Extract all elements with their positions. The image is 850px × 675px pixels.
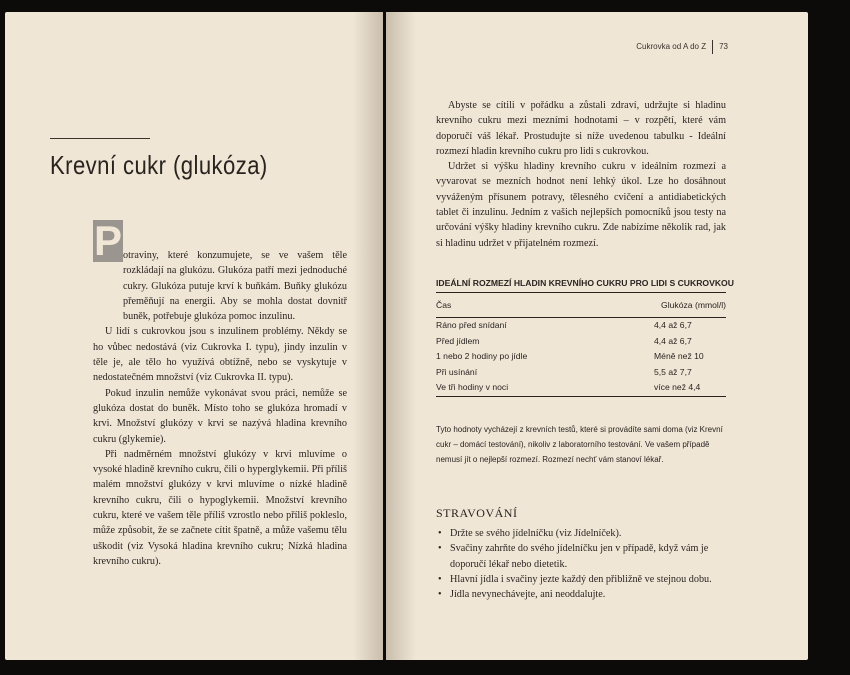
list-item: • Jídla nevynechávejte, ani neoddalujte. [436,587,736,602]
paragraph: otraviny, které konzumujete, se ve vašem těle rozkládají na glukózu. Glukóza patří mezi jednoduché cukry. Glukóza putuje krví k buňkám. Buňky glukózu přeměňují na energii. Aby se mohla dostat dovnitř buněk, potřebuje glukóza pomoc inzulinu. [123,250,347,323]
glucose-range-table [436,292,726,397]
list-item: • Hlavní jídla i svačiny jezte každý den přibližně ve stejnou dobu. [436,572,736,587]
table-cell: Méně než 10 [654,351,704,361]
running-header [636,40,728,54]
table-cell: Při usínání [436,366,478,377]
section-heading: STRAVOVÁNÍ [436,506,518,520]
running-title: Cukrovka od A do Z [636,42,707,52]
bullet-list [436,526,736,602]
paragraph: Pokud inzulin nemůže vykonávat svou práci, nemůže se glukóza dostat do buněk. Místo toho se glukóza hromadí v krvi. Množství glukózy v krvi se nazývá hladina krevního cukru (glykemie). [93,387,347,445]
page-title: Krevní cukr (glukóza) [50,150,268,180]
table-header-row [436,293,726,317]
column-header: Čas [436,300,452,310]
table-cell: 1 nebo 2 hodiny po jídle [436,351,528,361]
paragraph: Udržet si výšku hladiny krevního cukru v ideálním rozmezí a vyvarovat se mezních hodnot není lehký úkol. Lze ho dosáhnout vyváženým přísunem potravy, tělesného cvičení a antidiabetických tablet či inzulinu. Jedním z vašich nejlepších pomocníků jsou testy na určování výšky hladiny krevního cukru. Zde nabízíme několik rad, jak si hladinu udržet v přijatelném rozmezí. [436,161,726,249]
table-cell: 5,5 až 7,7 [654,366,692,377]
paragraph: U lidí s cukrovkou jsou s inzulinem problémy. Někdy se ho vůbec nedostává (viz Cukrovka I. typu), jindy inzulin v těle je, ale tělo ho využívá obtížně, nebo se vyskytuje v nedostatečném množství (viz Cukrovka II. typu). [93,326,347,384]
table-cell: více než 4,4 [654,382,701,392]
right-body-text [436,98,726,251]
table-note: Tyto hodnoty vycházejí z krevních testů, které si provádíte sami doma (viz Krevní cukr – domácí testování), nikoliv z laboratorního testování. Ve vašem případě nemusí jít o nejlepší rozmezí. Rozmezí nechť vám stanoví lékař. [436,425,723,464]
table-row [436,365,726,381]
table-cell: Ve tři hodiny v noci [436,382,509,392]
table-row [436,318,726,334]
header-divider [712,40,713,54]
paragraph: Abyste se cítili v pořádku a zůstali zdraví, udržujte si hladinu krevního cukru mezi mezními hodnotami – v rozpětí, které vám doporučí váš lékař. Prostudujte si níže uvedenou tabulku - Ideální rozmezí hladin krevního cukru pro lidi s cukrovkou. [436,100,726,157]
drop-cap: P [93,217,122,264]
right-page [386,12,808,660]
left-page [5,12,383,660]
left-body-text [93,248,347,569]
column-header: Glukóza (mmol/l) [661,300,726,310]
table-cell: 4,4 až 6,7 [654,320,692,330]
paragraph: Při nadměrném množství glukózy v krvi mluvíme o vysoké hladině krevního cukru, čili o hyperglykemii. Při příliš malém množství glukózy v krvi mluvíme o nízké hladině krevního cukru, čili o hypoglykemii. Množství krevního cukru, které ve vašem těle příliš vzrostlo nebo příliš pokleslo, může způsobit, že se začnete cítit špatně, a může vašemu tělu uškodit (viz Vysoká hladina krevního cukru; Nízká hladina krevního cukru). [93,448,347,567]
list-item: • Svačiny zahrňte do svého jídelníčku jen v případě, když vám je doporučí lékař nebo dietetik. [436,541,736,572]
table-cell: Před jídlem [436,335,480,346]
table-row [436,334,726,350]
table-row [436,380,726,396]
table-row [436,349,726,365]
page-number: 73 [719,42,728,52]
table-title: IDEÁLNÍ ROZMEZÍ HLADIN KREVNÍHO CUKRU PRO LIDI S CUKROVKOU [436,278,734,288]
page-gutter-shadow [386,12,416,660]
table-rule [436,396,726,397]
page-gutter-shadow [353,12,383,660]
list-item: • Držte se svého jídelníčku (viz Jídelníček). [436,526,736,541]
table-cell: 4,4 až 6,7 [654,335,692,346]
table-cell: Ráno před snídaní [436,320,507,330]
title-rule [50,138,150,139]
